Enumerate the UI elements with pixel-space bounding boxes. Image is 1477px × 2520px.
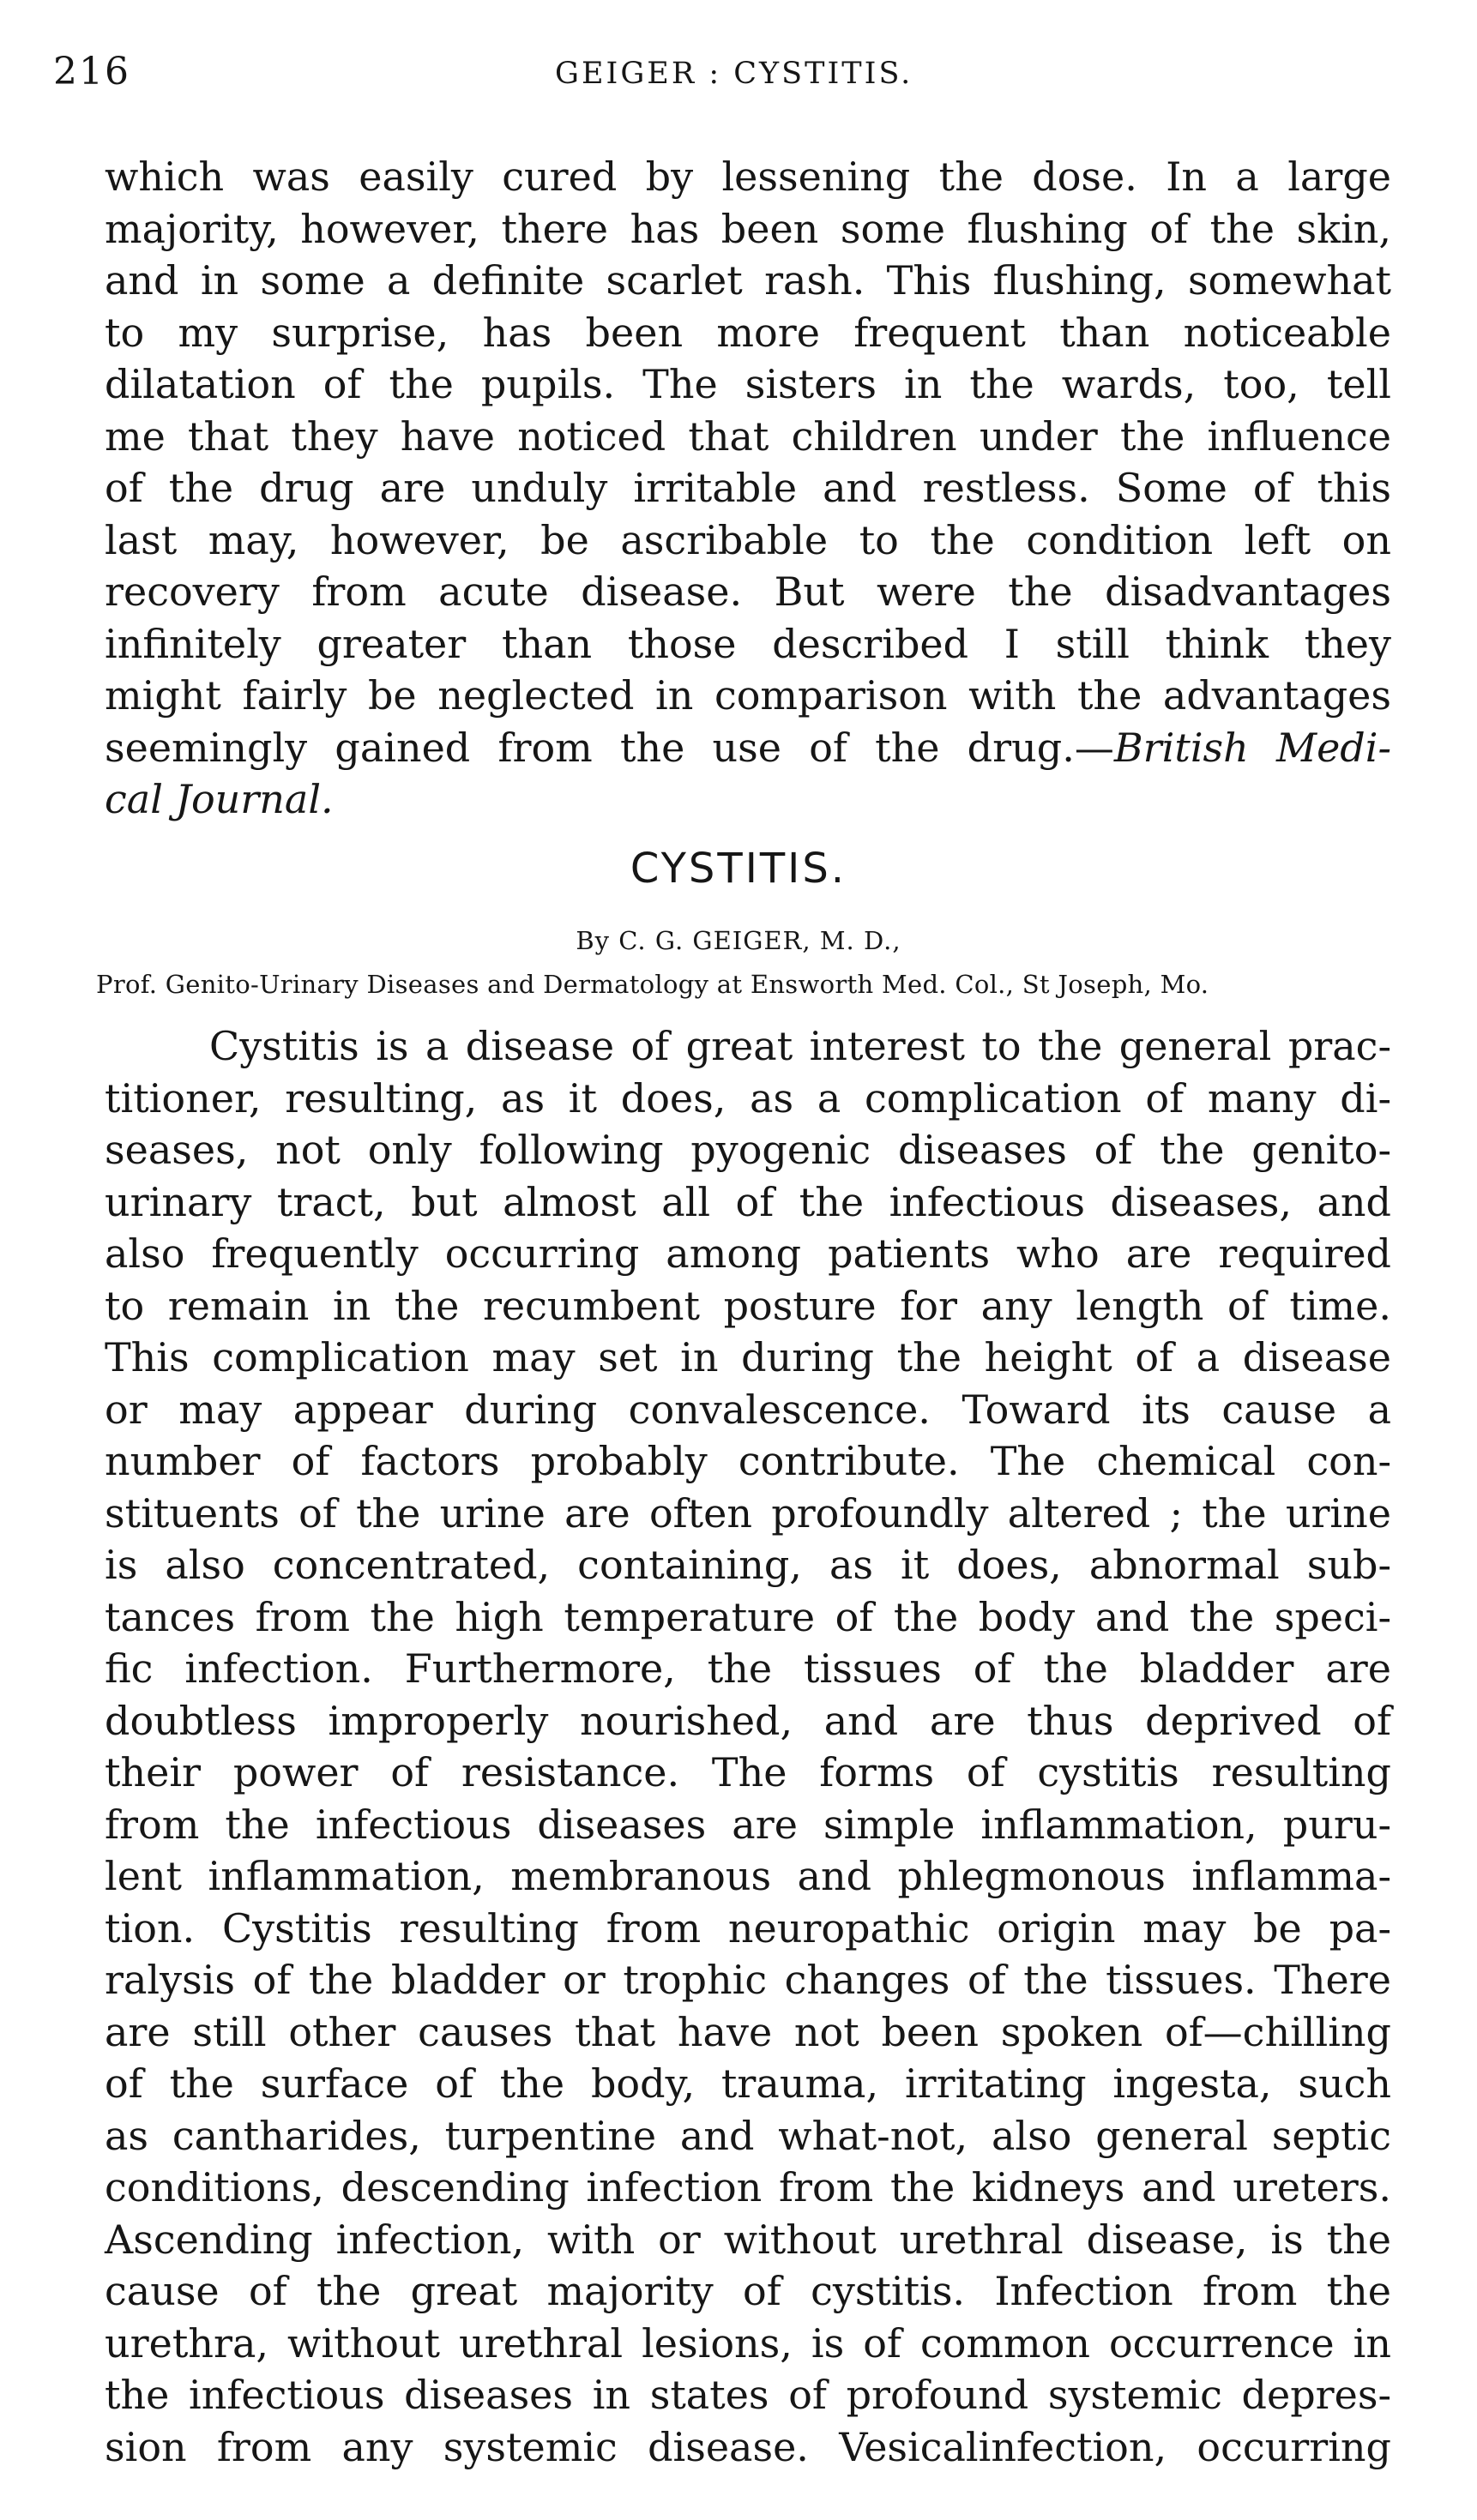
text-line: This complication may set in during the height of a disease [105, 1334, 1391, 1380]
text-line: of the drug are unduly irritable and restless. Some of this [105, 465, 1391, 511]
text-line: Ascending infection, with or without urethral disease, is the [105, 2216, 1391, 2263]
text-line: ralysis of the bladder or trophic changes of the tissues. There [105, 1957, 1391, 2003]
text-line: last may, however, be ascribable to the condition left on [105, 516, 1391, 563]
text-fragment: seemingly gained from the use of the drug.— [105, 724, 1114, 771]
running-header [53, 50, 1426, 110]
text-line: Cystitis is a disease of great interest to the general prac- [209, 1023, 1391, 1069]
text-line: of the surface of the body, trauma, irritating ingesta, such [105, 2060, 1391, 2107]
text-line: majority, however, there has been some flushing of the skin, [105, 205, 1391, 252]
text-line: me that they have noticed that children under the influence [105, 412, 1391, 460]
author-affiliation: Prof. Genito-Urinary Diseases and Dermatology at Ensworth Med. Col., St Joseph, Mo. [96, 970, 1209, 999]
previous-article-ending [105, 151, 1391, 826]
text-line: dilatation of the pupils. The sisters in the wards, too, tell [105, 361, 1391, 407]
text-line: might fairly be neglected in comparison with the advantages [105, 672, 1391, 719]
source-citation-end: cal Journal. [105, 776, 334, 822]
source-citation: British Medi- [1113, 724, 1391, 771]
text-line: urethra, without urethral lesions, is of common occurrence in [105, 2319, 1391, 2367]
text-line: doubtless improperly nourished, and are thus deprived of [105, 1697, 1391, 1744]
text-line: or may appear during convalescence. Toward its cause a [105, 1386, 1391, 1433]
text-line: sion from any systemic disease. Vesicalinfection, occurring [105, 2423, 1391, 2470]
text-line: seases, not only following pyogenic diseases of the genito- [105, 1127, 1391, 1173]
text-line: urinary tract, but almost all of the infectious diseases, and [105, 1178, 1391, 1225]
text-line: lent inflammation, membranous and phlegmonous inflamma- [105, 1853, 1391, 1899]
text-line: which was easily cured by lessening the dose. In a large [105, 153, 1391, 200]
text-line: conditions, descending infection from the kidneys and ureters. [105, 2164, 1391, 2210]
text-line: stituents of the urine are often profoundly altered ; the urine [105, 1489, 1391, 1537]
article-paragraph [105, 1020, 1391, 2473]
text-line [105, 722, 1391, 774]
article-title: CYSTITIS. [630, 845, 847, 893]
article-body [105, 1020, 1391, 2473]
text-line: recovery from acute disease. But were the disadvantages [105, 568, 1391, 615]
text-line: tion. Cystitis resulting from neuropathic origin may be pa- [105, 1904, 1391, 1952]
text-line: also frequently occurring among patients who are required [105, 1230, 1391, 1277]
text-line: tances from the high temperature of the body and the speci- [105, 1593, 1391, 1640]
text-line: fic infection. Furthermore, the tissues of the bladder are [105, 1645, 1391, 1692]
text-line: from the infectious diseases are simple inflammation, puru- [105, 1801, 1391, 1848]
text-line [105, 773, 1391, 826]
text-line: infinitely greater than those described I still think they [105, 620, 1391, 667]
text-line: titioner, resulting, as it does, as a complication of many di- [105, 1074, 1391, 1122]
text-line: cause of the great majority of cystitis. Infection from the [105, 2268, 1391, 2314]
text-line: and in some a definite scarlet rash. This flushing, somewhat [105, 257, 1391, 304]
page-number: 216 [53, 50, 130, 93]
text-line: to remain in the recumbent posture for any length of time. [105, 1282, 1391, 1329]
running-title: GEIGER : CYSTITIS. [555, 57, 913, 91]
text-line: number of factors probably contribute. The chemical con- [105, 1438, 1391, 1484]
text-line: the infectious diseases in states of profound systemic depres- [105, 2372, 1391, 2418]
text-line: as cantharides, turpentine and what-not, also general septic [105, 2112, 1391, 2159]
text-line: to my surprise, has been more frequent than noticeable [105, 309, 1391, 356]
author-byline: By C. G. GEIGER, M. D., [576, 926, 901, 955]
text-line: their power of resistance. The forms of cystitis resulting [105, 1749, 1391, 1795]
intro-paragraph [105, 151, 1391, 826]
text-line: are still other causes that have not been spoken of—chilling [105, 2008, 1391, 2055]
text-line: is also concentrated, containing, as it does, abnormal sub- [105, 1542, 1391, 1588]
